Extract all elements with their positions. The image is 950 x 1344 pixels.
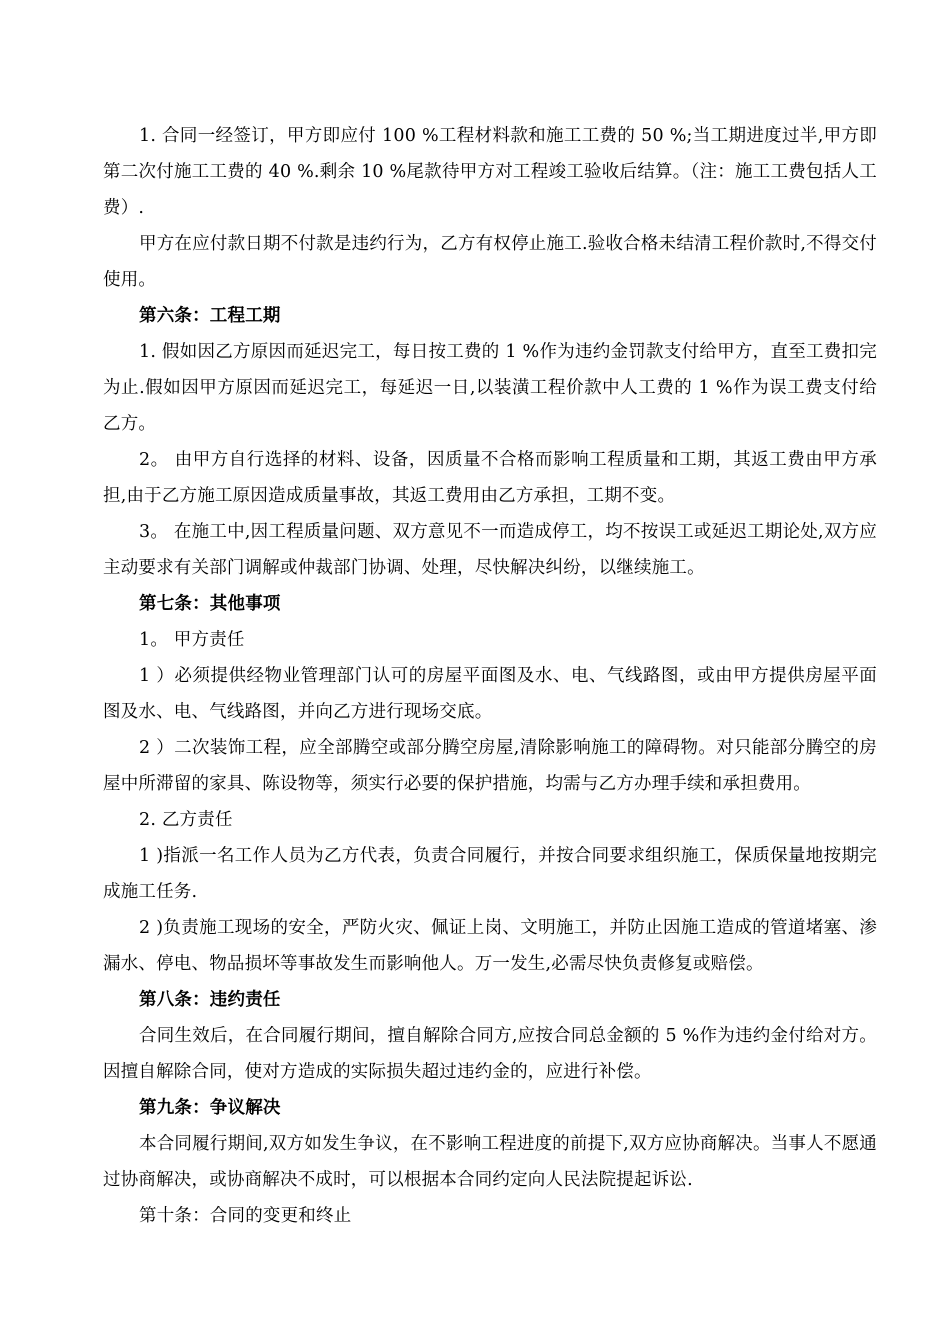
paragraph: 1 ）必须提供经物业管理部门认可的房屋平面图及水、电、气线路图，或由甲方提供房屋平面图及水、电、气线路图，并向乙方进行现场交底。 [103,666,877,722]
paragraph: 2. 乙方责任 [139,810,233,830]
paragraph: 2 )负责施工现场的安全，严防火灾、佩证上岗、文明施工，并防止因施工造成的管道堵塞、渗漏水、停电、物品损坏等事故发生而影响他人。万一发生,必需尽快负责修复或赔偿。 [103,918,877,974]
section-heading-plain: 第十条：合同的变更和终止 [139,1206,352,1226]
paragraph: 合同生效后，在合同履行期间，擅自解除合同方,应按合同总金额的 5 %作为违约金付给对方。因擅自解除合同，使对方造成的实际损失超过违约金的，应进行补偿。 [103,1026,877,1082]
section-heading: 第九条：争议解决 [139,1098,281,1118]
section-heading: 第八条：违约责任 [139,990,281,1010]
paragraph: 1. 假如因乙方原因而延迟完工，每日按工费的 1 %作为违约金罚款支付给甲方，直至工费扣完为止.假如因甲方原因而延迟完工，每延迟一日,以装潢工程价款中人工费的 1 %作为误工费支付给乙方。 [103,342,877,434]
paragraph: 1。 甲方责任 [139,630,245,650]
section-heading: 第七条：其他事项 [139,594,281,614]
paragraph: 甲方在应付款日期不付款是违约行为，乙方有权停止施工.验收合格未结清工程价款时,不得交付使用。 [103,234,877,290]
paragraph: 3。 在施工中,因工程质量问题、双方意见不一而造成停工，均不按误工或延迟工期论处,双方应主动要求有关部门调解或仲裁部门协调、处理，尽快解决纠纷，以继续施工。 [103,522,877,578]
section-heading: 第六条：工程工期 [139,306,281,326]
paragraph: 1 )指派一名工作人员为乙方代表，负责合同履行，并按合同要求组织施工，保质保量地按期完成施工任务. [103,846,877,902]
paragraph: 1. 合同一经签订，甲方即应付 100 %工程材料款和施工工费的 50 %;当工期进度过半,甲方即第二次付施工工费的 40 %.剩余 10 %尾款待甲方对工程竣工验收后结算。（注：施工工费包括人工费）. [103,126,877,218]
paragraph: 2 ）二次装饰工程，应全部腾空或部分腾空房屋,清除影响施工的障碍物。对只能部分腾空的房屋中所滞留的家具、陈设物等，须实行必要的保护措施，均需与乙方办理手续和承担费用。 [103,738,877,794]
paragraph: 本合同履行期间,双方如发生争议，在不影响工程进度的前提下,双方应协商解决。当事人不愿通过协商解决，或协商解决不成时，可以根据本合同约定向人民法院提起诉讼. [103,1134,877,1190]
paragraph: 2。 由甲方自行选择的材料、设备，因质量不合格而影响工程质量和工期，其返工费由甲方承担,由于乙方施工原因造成质量事故，其返工费用由乙方承担，工期不变。 [103,450,877,506]
document-page [103,118,877,1234]
